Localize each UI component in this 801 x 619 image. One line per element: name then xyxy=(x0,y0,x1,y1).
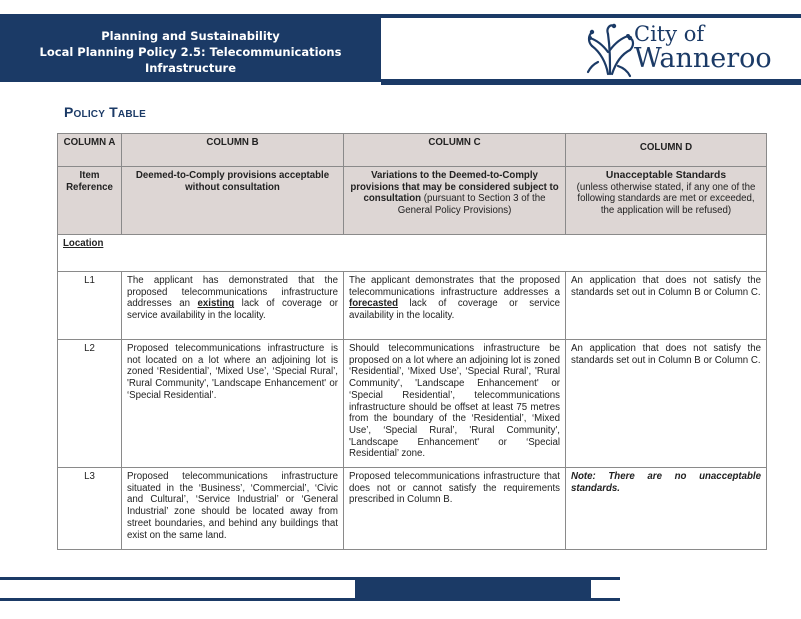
section-title: Policy Table xyxy=(64,104,146,120)
column-b-cell: Proposed telecommunications infrastructure is not located on a lot where an adjoining lot is zoned ‘Residential’, ‘Mixed Use’, ‘Special Rural’, 'Rural Community', 'Landscape Enhancement' or ‘Special Residential’. xyxy=(122,340,344,468)
column-d-cell: Note: There are no unacceptable standards. xyxy=(566,468,767,550)
footer-block xyxy=(355,580,591,598)
column-d-description-note: (unless otherwise stated, if any one of the following standards are met or exceeded, the application will be refused) xyxy=(576,181,756,217)
table-row xyxy=(58,468,767,550)
column-d-description xyxy=(566,167,767,235)
column-d-description-title: Unacceptable Standards xyxy=(605,170,727,181)
table-row xyxy=(58,340,767,468)
cell-text: The applicant has demonstrated that the proposed telecommunications infrastructure addresses an xyxy=(127,275,338,310)
column-d-cell: An application that does not satisfy the standards set out in Column B or Column C. xyxy=(566,272,767,340)
cell-text: lack of coverage or service availability in the locality. xyxy=(127,298,339,322)
header-title xyxy=(0,28,381,76)
column-b-cell: Proposed telecommunications infrastructure situated in the ‘Business’, ‘Commercial’, ‘Civic and Cultural’, ‘Service Industrial’ or ‘General Industrial’ zone should be located away from street boundaries, and behind any buildings that exist on the same land. xyxy=(122,468,344,550)
cell-emphasis: forecasted xyxy=(349,298,398,310)
item-reference: L1 xyxy=(58,272,122,340)
column-c-description-title: Variations to the Deemed-to-Comply provisions that may be considered subject to consultation xyxy=(350,170,559,205)
header-department: Planning and Sustainability xyxy=(101,29,280,43)
column-c-header: COLUMN C xyxy=(344,134,566,167)
column-b-header: COLUMN B xyxy=(122,134,344,167)
column-a-header: COLUMN A xyxy=(58,134,122,167)
table-description-row xyxy=(58,167,767,235)
column-b-description: Deemed-to-Comply provisions acceptable without consultation xyxy=(122,167,344,235)
policy-table xyxy=(57,133,767,550)
logo-city-of: City of xyxy=(634,22,705,46)
column-c-cell xyxy=(344,272,566,340)
header-bottom-rule-right xyxy=(381,79,801,85)
column-c-description-note: (pursuant to Section 3 of the General Policy Provisions) xyxy=(397,193,546,217)
table-column-header-row xyxy=(58,134,767,167)
logo-wanneroo: Wanneroo xyxy=(634,43,772,74)
column-a-description: Item Reference xyxy=(58,167,122,235)
header-bottom-rule-left xyxy=(0,80,381,82)
column-c-cell: Proposed telecommunications infrastructure that does not or cannot satisfy the requirements prescribed in Column B. xyxy=(344,468,566,550)
column-d-cell: An application that does not satisfy the standards set out in Column B or Column C. xyxy=(566,340,767,468)
table-section-row xyxy=(58,235,767,272)
header-policy-name: Local Planning Policy 2.5: Telecommunications Infrastructure xyxy=(39,45,342,75)
column-d-header: COLUMN D xyxy=(566,134,767,167)
column-c-description xyxy=(344,167,566,235)
cell-text: The applicant demonstrates that the proposed telecommunications infrastructure addresses a xyxy=(349,275,560,298)
cell-text: lack of coverage or service availability in the locality. xyxy=(349,298,560,322)
city-logo-text xyxy=(634,24,772,72)
cell-emphasis: existing xyxy=(197,298,235,310)
item-reference: L3 xyxy=(58,468,122,550)
table-row xyxy=(58,272,767,340)
column-c-cell: Should telecommunications infrastructure be proposed on a lot where an adjoining lot is zoned ‘Residential’, ‘Mixed Use’, ‘Special Rural’, 'Rural Community', 'Landscape Enhancement' or ‘Special Residential’, telecommunications infrastructure should be offset at least 75 metres from the boundary of the ‘Residential’, ‘Mixed Use’, ‘Special Rural’, 'Rural Community', 'Landscape Enhancement' or ‘Special Residential’ zone. xyxy=(344,340,566,468)
column-b-cell xyxy=(122,272,344,340)
section-label-location: Location xyxy=(58,235,767,272)
footer-rule-bottom xyxy=(0,598,620,601)
item-reference: L2 xyxy=(58,340,122,468)
